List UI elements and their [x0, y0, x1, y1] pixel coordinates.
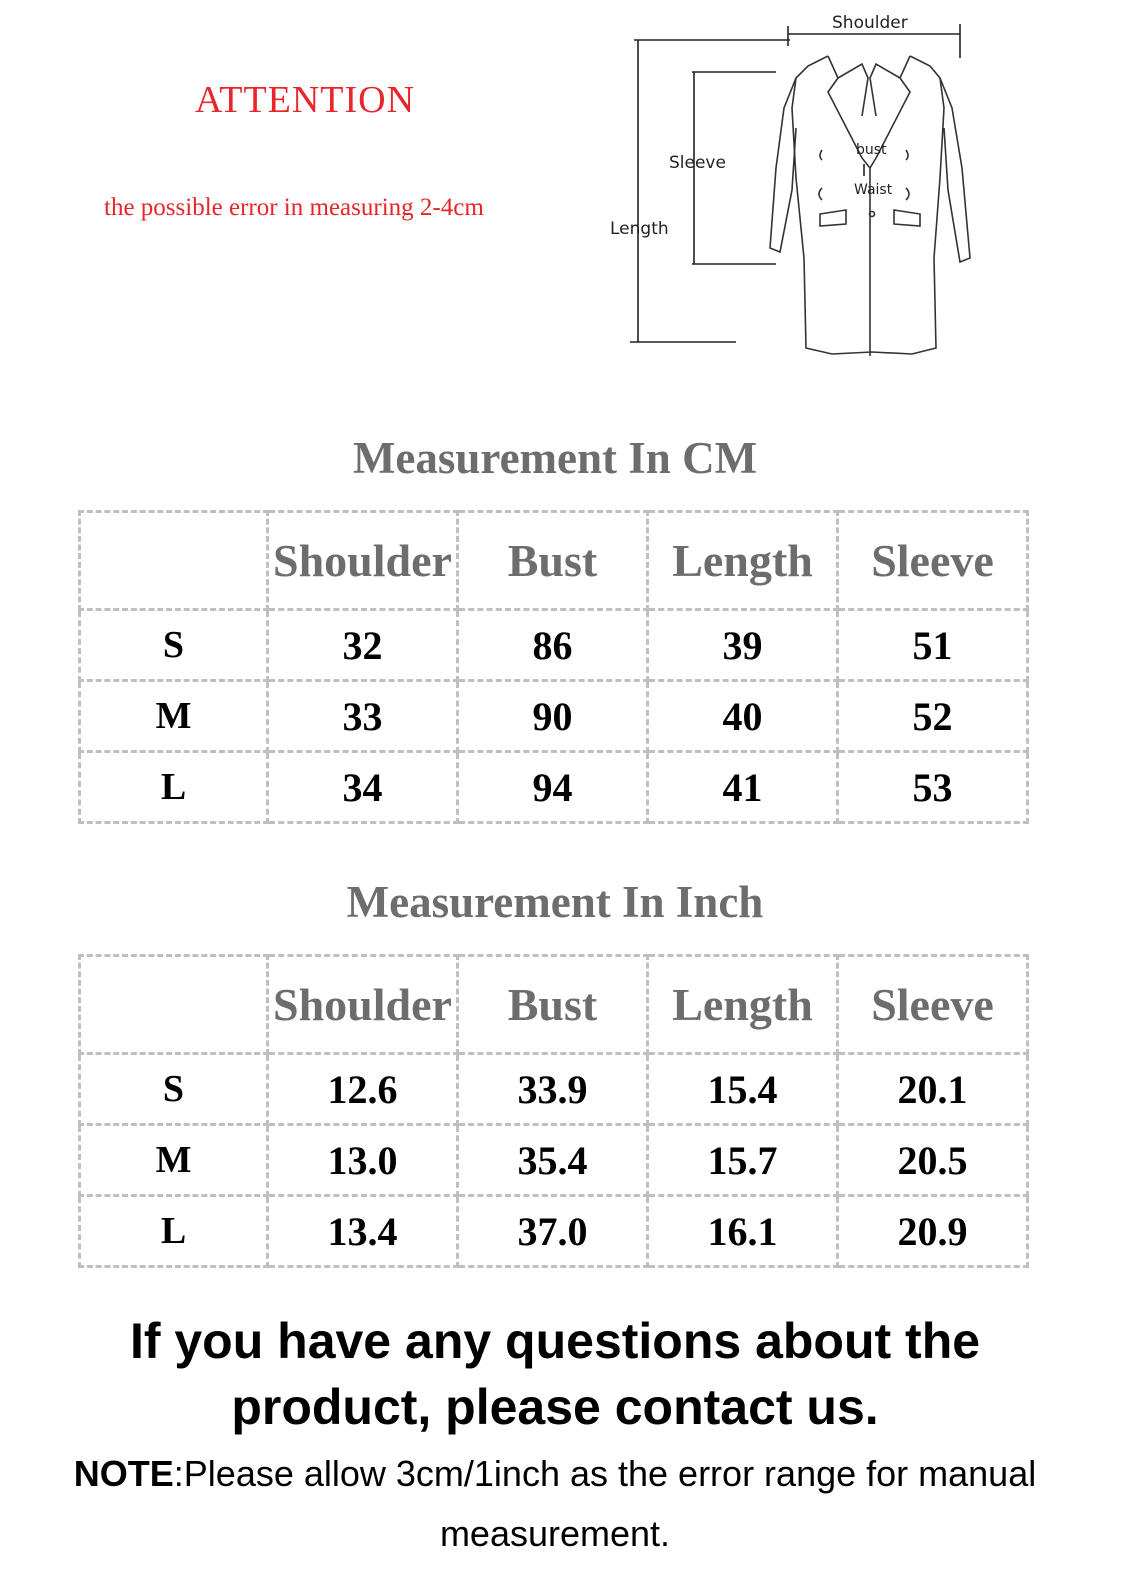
table-cell: 86 — [458, 610, 648, 681]
note-label: NOTE — [73, 1453, 174, 1494]
size-cell: S — [80, 1054, 268, 1125]
size-table-inch — [78, 954, 1029, 1268]
header-cell: Bust — [458, 512, 648, 610]
table-header-row — [80, 956, 1028, 1054]
table-cell: 20.5 — [838, 1125, 1028, 1196]
coat-measurement-diagram — [600, 8, 1000, 380]
size-cell: S — [80, 610, 268, 681]
length-label: Length — [610, 219, 669, 239]
table-cell: 37.0 — [458, 1196, 648, 1267]
table-cell: 51 — [838, 610, 1028, 681]
header-cell: Bust — [458, 956, 648, 1054]
measurement-error-note: the possible error in measuring 2-4cm — [104, 194, 484, 221]
table-row — [80, 1196, 1028, 1267]
contact-line: product, please contact us. — [231, 1379, 879, 1435]
table-cell: 33 — [268, 681, 458, 752]
table-row — [80, 681, 1028, 752]
inch-table-title: Measurement In Inch — [346, 877, 764, 927]
table-cell: 34 — [268, 752, 458, 823]
size-table-cm — [78, 510, 1029, 824]
table-cell: 33.9 — [458, 1054, 648, 1125]
table-cell: 53 — [838, 752, 1028, 823]
table-cell: 32 — [268, 610, 458, 681]
table-cell: 90 — [458, 681, 648, 752]
table-cell: 35.4 — [458, 1125, 648, 1196]
contact-line: If you have any questions about the — [129, 1313, 981, 1369]
header-cell — [80, 512, 268, 610]
attention-title: ATTENTION — [195, 79, 416, 121]
table-cell: 20.9 — [838, 1196, 1028, 1267]
sleeve-label: Sleeve — [669, 153, 726, 173]
header-cell: Shoulder — [268, 512, 458, 610]
header-cell: Sleeve — [838, 512, 1028, 610]
table-cell: 41 — [648, 752, 838, 823]
table-row — [80, 1054, 1028, 1125]
bust-label: bust — [856, 142, 887, 158]
table-row — [80, 1125, 1028, 1196]
header-cell — [80, 956, 268, 1054]
table-header-row — [80, 512, 1028, 610]
shoulder-label: Shoulder — [832, 13, 908, 33]
table-row — [80, 610, 1028, 681]
size-cell: M — [80, 681, 268, 752]
table-cell: 40 — [648, 681, 838, 752]
size-cell: L — [80, 1196, 268, 1267]
header-cell: Sleeve — [838, 956, 1028, 1054]
table-cell: 39 — [648, 610, 838, 681]
coat-illustration — [770, 56, 970, 356]
table-row — [80, 752, 1028, 823]
cm-table-title: Measurement In CM — [352, 433, 758, 483]
size-cell: L — [80, 752, 268, 823]
table-cell: 52 — [838, 681, 1028, 752]
table-cell: 15.7 — [648, 1125, 838, 1196]
table-cell: 20.1 — [838, 1054, 1028, 1125]
table-cell: 13.0 — [268, 1125, 458, 1196]
measurement-guides — [630, 24, 960, 342]
error-range-note — [55, 1444, 1055, 1564]
size-cell: M — [80, 1125, 268, 1196]
table-cell: 15.4 — [648, 1054, 838, 1125]
table-cell: 94 — [458, 752, 648, 823]
contact-message — [0, 1308, 1110, 1440]
note-text: :Please allow 3cm/1inch as the error range for manual measurement. — [173, 1453, 1037, 1554]
table-cell: 16.1 — [648, 1196, 838, 1267]
table-cell: 12.6 — [268, 1054, 458, 1125]
table-cell: 13.4 — [268, 1196, 458, 1267]
header-cell: Length — [648, 512, 838, 610]
header-cell: Shoulder — [268, 956, 458, 1054]
header-cell: Length — [648, 956, 838, 1054]
waist-label: Waist — [854, 182, 893, 198]
